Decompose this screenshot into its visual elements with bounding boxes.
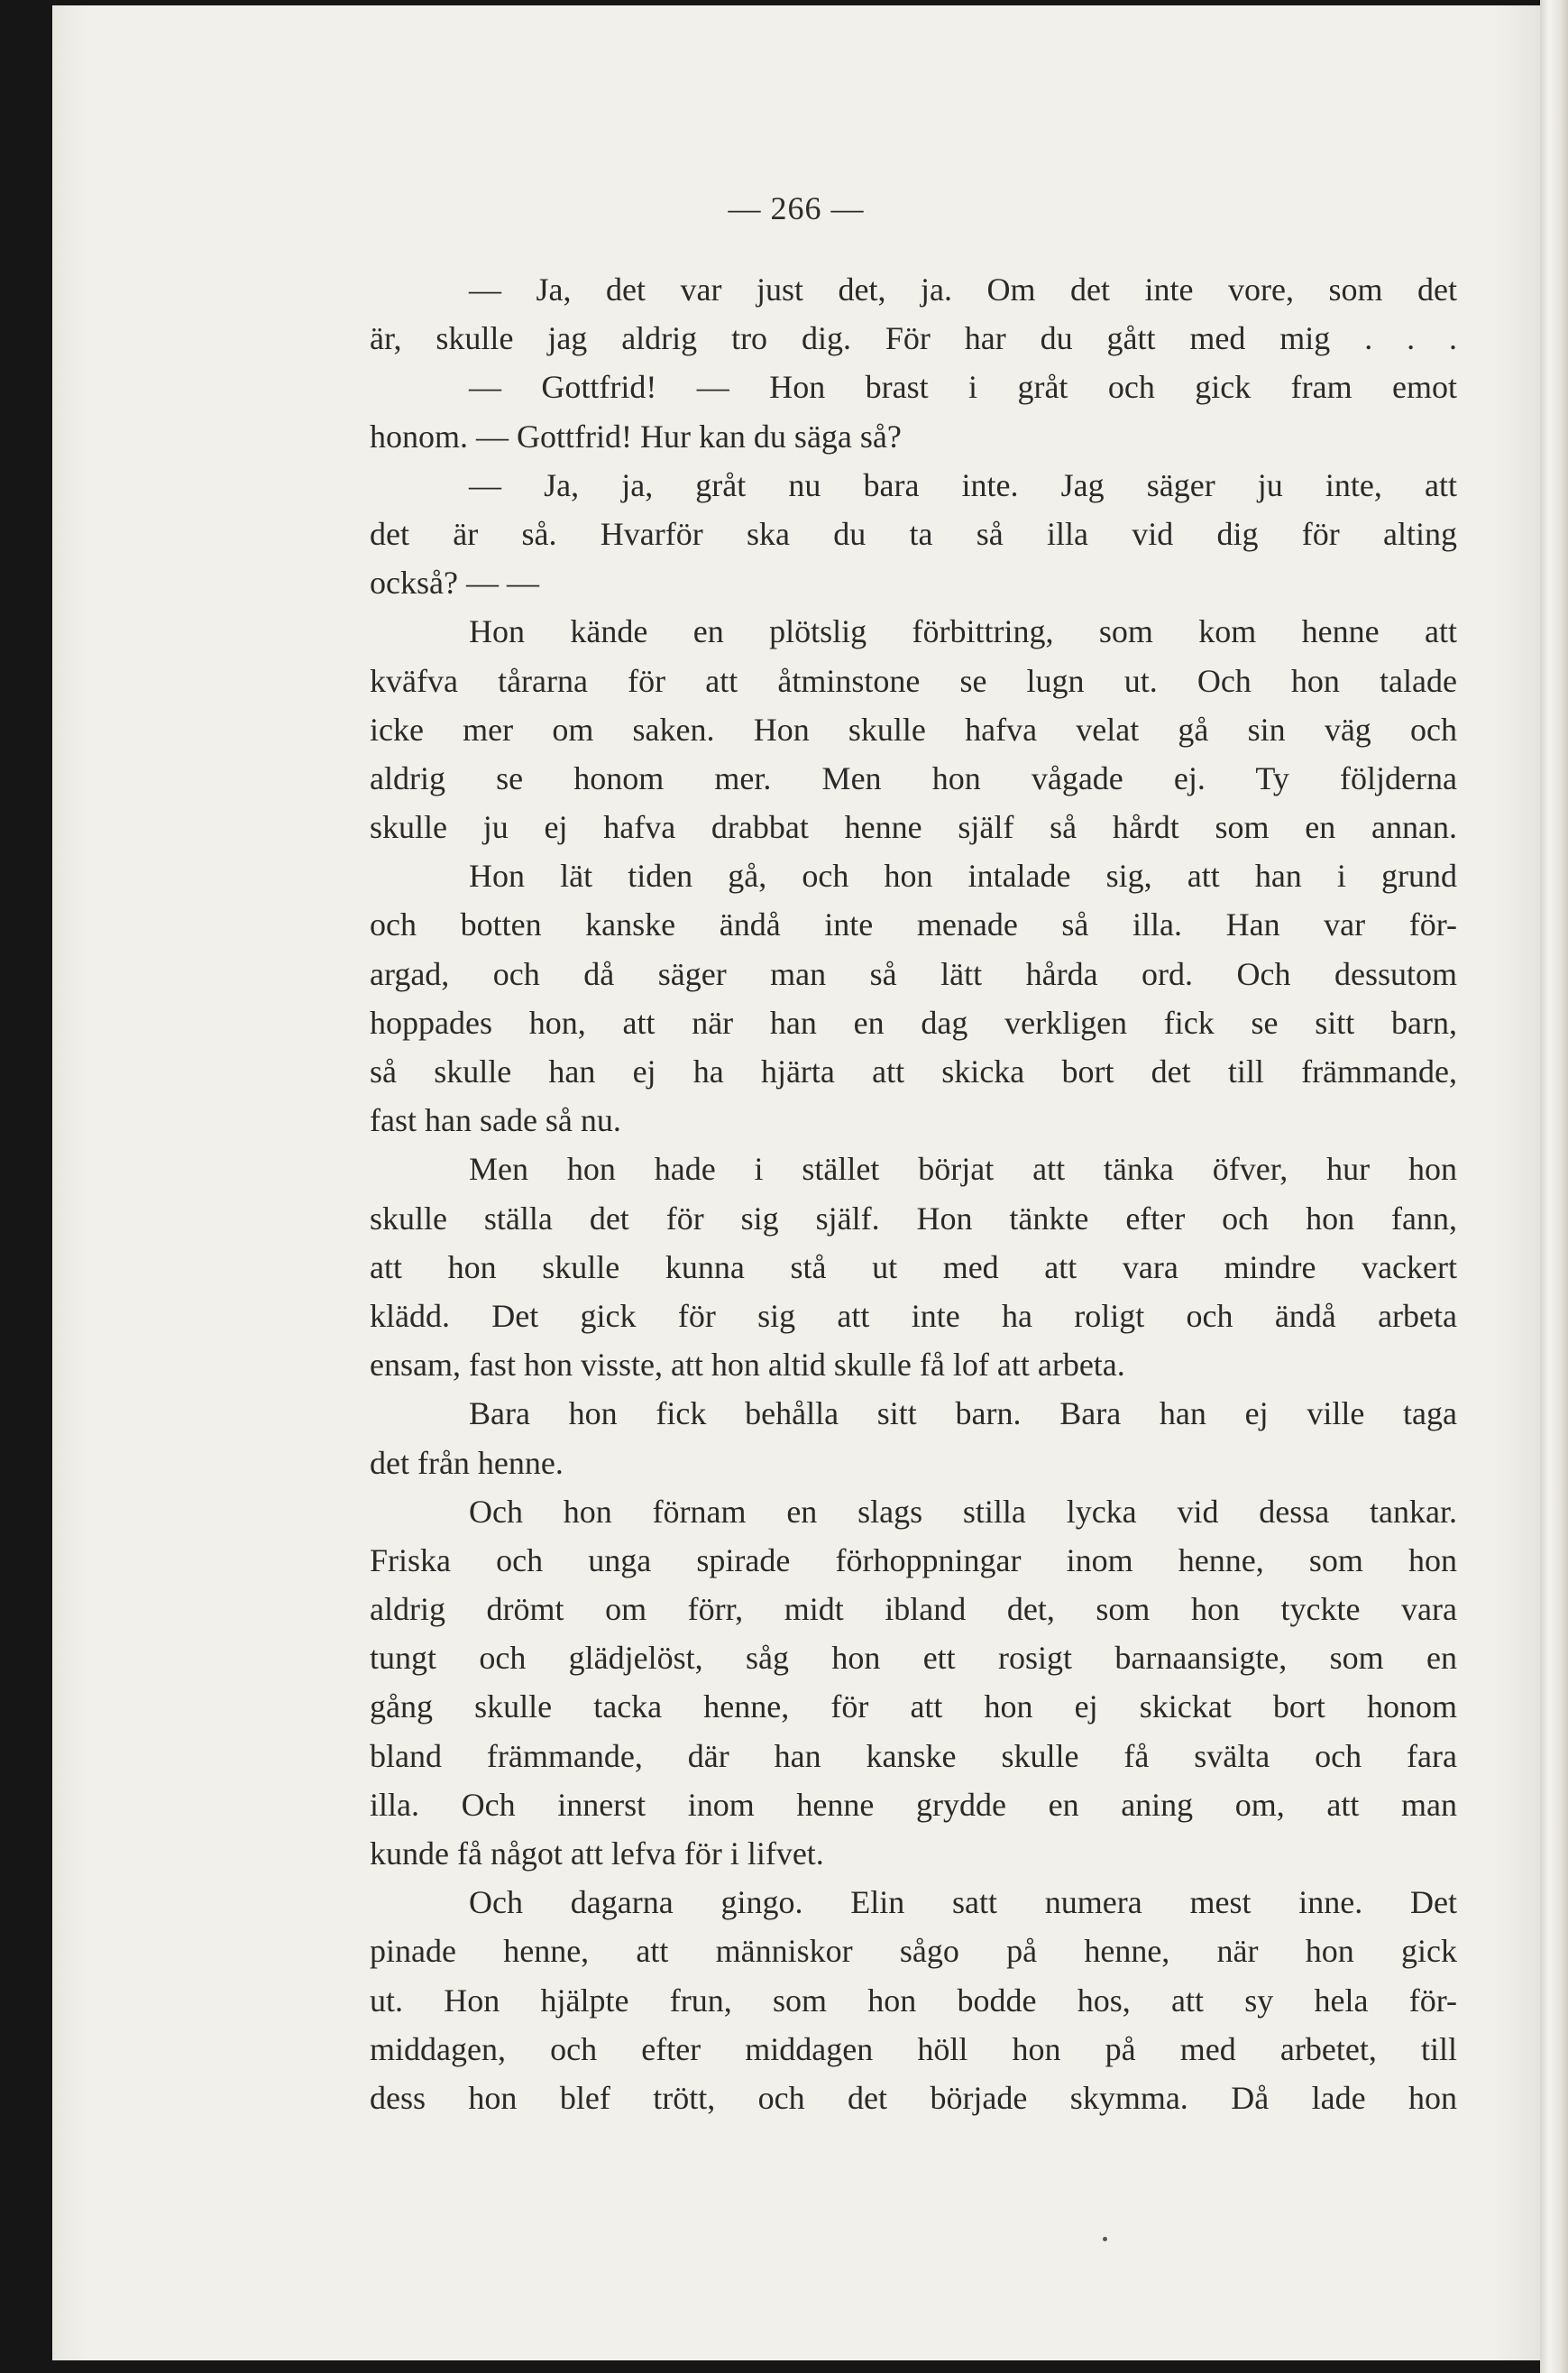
ink-speck bbox=[1103, 2237, 1107, 2241]
text-line: skulle ställa det för sig själf. Hon tänkte efter och hon fann, bbox=[370, 1200, 1457, 1237]
text-line: klädd. Det gick för sig att inte ha roligt och ändå arbeta bbox=[370, 1297, 1457, 1334]
page-edge bbox=[1540, 0, 1568, 2373]
text-line: ut. Hon hjälpte frun, som hon bodde hos, att sy hela för- bbox=[370, 1982, 1457, 2019]
text-line: så skulle han ej ha hjärta att skicka bort det till främmande, bbox=[370, 1053, 1457, 1090]
text-line: hoppades hon, att när han en dag verkligen fick se sitt barn, bbox=[370, 1004, 1457, 1041]
text-line: och botten kanske ändå inte menade så illa. Han var för- bbox=[370, 906, 1457, 943]
text-line: fast han sade så nu. bbox=[370, 1102, 621, 1139]
text-line: bland främmande, där han kanske skulle få svälta och fara bbox=[370, 1737, 1457, 1774]
book-page bbox=[52, 5, 1540, 2360]
text-line: det från henne. bbox=[370, 1444, 564, 1481]
text-line: icke mer om saken. Hon skulle hafva velat gå sin väg och bbox=[370, 711, 1457, 748]
text-line: tungt och glädjelöst, såg hon ett rosigt barnaansigte, som en bbox=[370, 1640, 1457, 1677]
text-line: är, skulle jag aldrig tro dig. För har du gått med mig . . . bbox=[370, 320, 1457, 357]
text-line: argad, och då säger man så lätt hårda ord. Och dessutom bbox=[370, 955, 1457, 992]
body-text bbox=[370, 265, 1457, 2122]
text-line: gång skulle tacka henne, för att hon ej skickat bort honom bbox=[370, 1688, 1457, 1725]
text-line: honom. — Gottfrid! Hur kan du säga så? bbox=[370, 418, 902, 455]
text-line: det är så. Hvarför ska du ta så illa vid dig för alting bbox=[370, 515, 1457, 552]
text-line: Men hon hade i stället börjat att tänka öfver, hur hon bbox=[469, 1151, 1457, 1188]
text-line: också? — — bbox=[370, 565, 539, 602]
text-line: Och hon förnam en slags stilla lycka vid dessa tankar. bbox=[469, 1493, 1457, 1530]
text-line: illa. Och innerst inom henne grydde en aning om, att man bbox=[370, 1786, 1457, 1823]
text-line: — Ja, det var just det, ja. Om det inte vore, som det bbox=[469, 271, 1457, 308]
text-line: aldrig se honom mer. Men hon vågade ej. Ty följderna bbox=[370, 759, 1457, 796]
text-line: — Ja, ja, gråt nu bara inte. Jag säger ju inte, att bbox=[469, 466, 1457, 503]
text-line: kväfva tårarna för att åtminstone se lugn ut. Och hon talade bbox=[370, 662, 1457, 699]
text-line: Hon kände en plötslig förbittring, som kom henne att bbox=[469, 613, 1457, 650]
text-line: — Gottfrid! — Hon brast i gråt och gick fram emot bbox=[469, 369, 1457, 406]
text-line: skulle ju ej hafva drabbat henne själf så hårdt som en annan. bbox=[370, 809, 1457, 846]
text-line: Och dagarna gingo. Elin satt numera mest inne. Det bbox=[469, 1884, 1457, 1921]
text-line: kunde få något att lefva för i lifvet. bbox=[370, 1835, 824, 1872]
text-line: aldrig drömt om förr, midt ibland det, som hon tyckte vara bbox=[370, 1591, 1457, 1628]
text-line: Hon lät tiden gå, och hon intalade sig, att han i grund bbox=[469, 858, 1457, 895]
text-line: att hon skulle kunna stå ut med att vara mindre vackert bbox=[370, 1248, 1457, 1285]
text-line: ensam, fast hon visste, att hon altid skulle få lof att arbeta. bbox=[370, 1347, 1125, 1384]
text-line: dess hon blef trött, och det började skymma. Då lade hon bbox=[370, 2079, 1457, 2116]
text-line: Friska och unga spirade förhoppningar inom henne, som hon bbox=[370, 1541, 1457, 1578]
page-number: — 266 — bbox=[728, 190, 865, 226]
text-line: pinade henne, att människor sågo på henne, när hon gick bbox=[370, 1933, 1457, 1970]
text-line: Bara hon fick behålla sitt barn. Bara han ej ville taga bbox=[469, 1395, 1457, 1432]
text-line: middagen, och efter middagen höll hon på med arbetet, till bbox=[370, 2030, 1457, 2067]
